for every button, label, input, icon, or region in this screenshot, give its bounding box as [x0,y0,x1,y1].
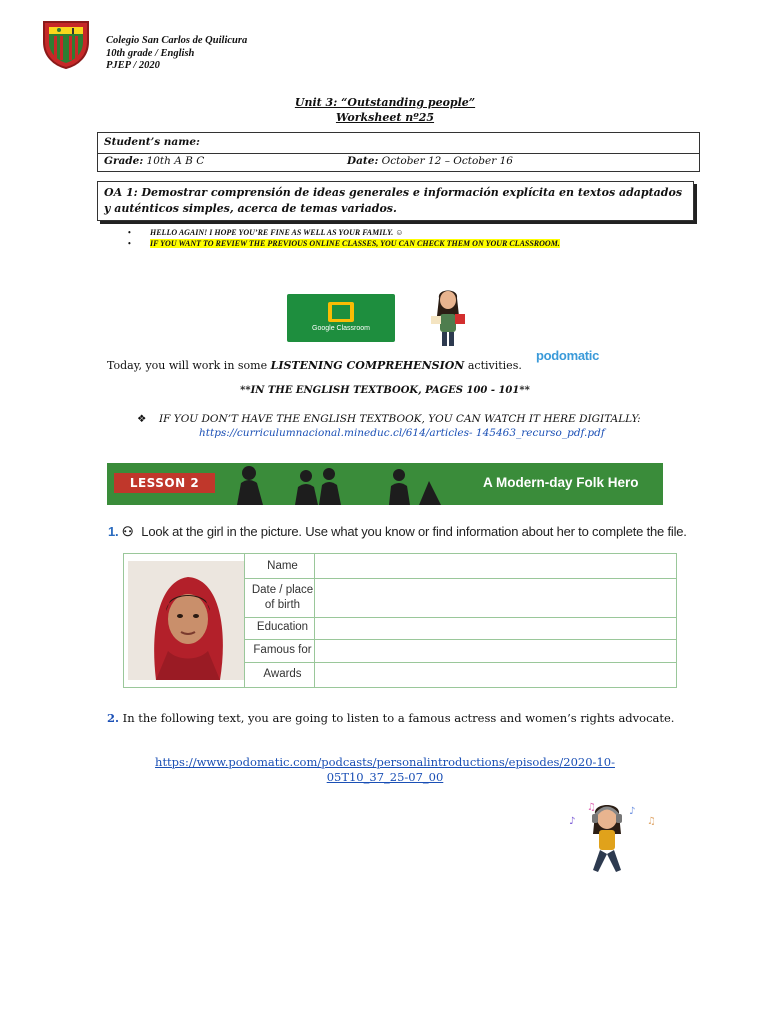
digital-textbook-text: IF YOU DON’T HAVE THE ENGLISH TEXTBOOK, YOU CAN WATCH IT HERE DIGITALLY: [159,413,641,425]
grade-cell [104,155,204,167]
grade-subject: 10th grade / English [106,47,195,59]
school-crest-logo [40,18,92,70]
lesson-badge: LESSON 2 [114,473,215,493]
bullet-list [128,228,628,250]
svg-text:♪: ♪ [569,816,576,827]
textbook-pdf-link[interactable]: https://curriculumnacional.mineduc.cl/614/articles- 145463_recurso_pdf.pdf [199,427,605,439]
classroom-note-text: IF YOU WANT TO REVIEW THE PREVIOUS ONLINE CLASSES, YOU CAN CHECK THEM ON YOUR CLASSROOM. [150,239,560,248]
textbook-pages-note: **IN THE ENGLISH TEXTBOOK, PAGES 100 - 101** [240,385,530,396]
listening-emphasis: LISTENING COMPREHENSION [270,359,465,372]
student-avatar-listening-image [565,800,660,882]
school-info [106,35,247,73]
name-row-label: Name [267,560,298,572]
famous-for-row-label: Famous for [253,644,312,656]
diamond-bullet-icon: ❖ [137,413,147,425]
question-2-number: 2. [107,711,120,725]
date-cell [347,155,513,167]
svg-text:♫: ♫ [647,816,656,827]
grade-value: 10th A B C [146,155,205,167]
student-name-row [98,133,699,154]
student-name-label: Student’s name: [104,136,200,148]
girl-portrait-photo [128,561,244,680]
teacher-avatar-reading-image [425,286,471,348]
lesson-banner [107,463,663,505]
greeting-text: HELLO AGAIN! I HOPE YOU’RE FINE AS WELL AS YOUR FAMILY. ☺ [150,228,404,237]
podcast-link[interactable] [90,755,680,785]
svg-text:♪: ♪ [629,806,636,817]
date-value: October 12 – October 16 [381,155,513,167]
question-2-text: In the following text, you are going to listen to a famous actress and women’s rights advocate. [119,711,675,725]
podcast-link-line2[interactable]: 05T10_37_25-07_00 [326,770,444,784]
question-1-number: 1. [108,524,119,539]
digital-textbook-note [137,412,641,440]
question-2 [107,711,677,726]
question-1-text: Look at the girl in the picture. Use what you know or find information about her to complete the file. [141,524,687,539]
learning-objective: OA 1: Demostrar comprensión de ideas generales e información explícita en textos adaptados y auténticos simples, acerca de temas variados. [97,181,694,221]
grade-label: Grade: [104,155,144,167]
podcast-link-line1[interactable]: https://www.podomatic.com/podcasts/personalintroductions/episodes/2020-10- [155,755,615,769]
student-info-table [97,132,700,172]
classroom-board-icon [328,302,354,322]
info-file-table [123,553,677,688]
worksheet-title [0,95,770,125]
awards-row-label: Awards [263,668,302,680]
unit-title: Unit 3: “Outstanding people” [294,96,476,109]
today-instruction: Today, you will work in some LISTENING COMPREHENSION activities. [107,359,522,372]
bullet-item: • HELLO AGAIN! I HOPE YOU’RE FINE AS WELL AS YOUR FAMILY. ☺ [128,228,404,237]
birth-row-label: Date / place of birth [251,584,314,611]
podomatic-logo[interactable]: podomatic [536,348,600,363]
google-classroom-label: Google Classroom [312,325,370,332]
date-label: Date: [347,155,379,167]
pair-work-icon: ⚇ [121,524,134,539]
worksheet-number: Worksheet nº25 [335,111,435,124]
google-classroom-logo[interactable] [287,294,395,342]
silhouettes-illustration [219,463,469,505]
program-year: PJEP / 2020 [106,60,160,71]
question-1 [108,524,687,540]
lesson-title: A Modern-day Folk Hero [483,475,639,490]
education-row-label: Education [256,621,309,633]
bullet-item: • IF YOU WANT TO REVIEW THE PREVIOUS ONLINE CLASSES, YOU CAN CHECK THEM ON YOUR CLASSROOM. [128,239,560,248]
school-name: Colegio San Carlos de Quilicura [106,35,248,46]
svg-text:♫: ♫ [587,802,596,813]
